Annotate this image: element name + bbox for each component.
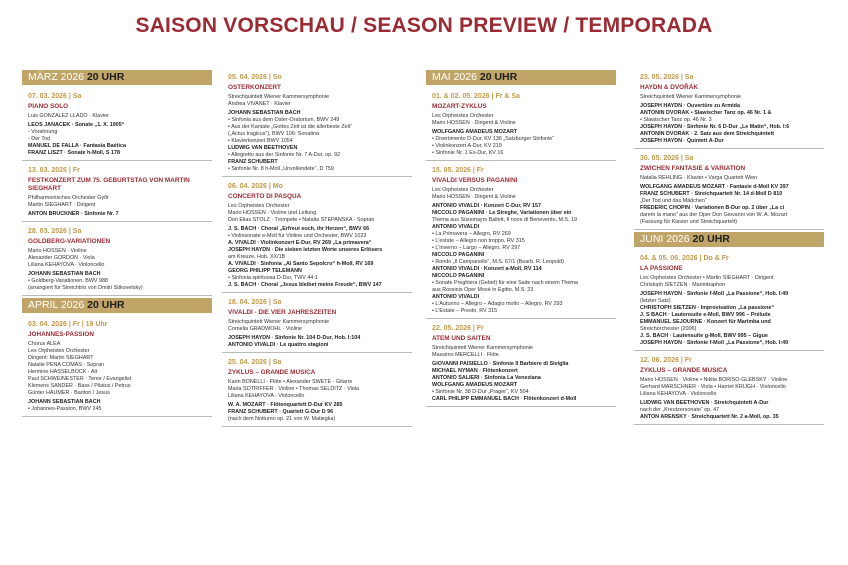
month-time: 20 UHR (479, 71, 518, 83)
composer-line: ANTONIO VIVALDI · Konzert a-Moll, RV 114 (432, 266, 542, 272)
event-title: FESTKONZERT ZUM 75. GEBURTSTAG VON MARTIN SIEGHART (28, 177, 190, 192)
detail-line: • L'inverno – Largo – Allegro, RV 297 (432, 245, 521, 251)
detail-line: Mario HOSSEN · Violine (28, 248, 87, 254)
detail-line: Cornelia GRADWOHL · Violine (228, 326, 302, 332)
month-time: 20 UHR (87, 299, 125, 311)
detail-line: Dirigent: Martin SIEGHART (28, 355, 94, 361)
detail-line: Günter HAUMER · Bariton / Jesus (28, 390, 110, 396)
composer-line: ANTONÍN DVOŘÁK • Slawischer Tanz op. 46 Nr. 1 & (640, 110, 772, 116)
detail-line: Streichquintett Wiener Kammersymphonie (228, 319, 329, 325)
event-date: 05. 04. 2026 | So (228, 74, 282, 81)
detail-line: nach der „Kreutzersonate“ op. 47 (640, 407, 720, 413)
event-block (426, 321, 616, 407)
detail-line: Les Orpheistes Orchester (28, 348, 90, 354)
detail-line: • Aus der Kantate „Gottes Zeit ist die allerbeste Zeit“ (228, 124, 353, 130)
event-block (22, 317, 212, 417)
detail-line: Luis GONZÁLEZ LLADÓ · Klavier (28, 113, 109, 119)
detail-line: aus Rossinis Oper Mosè in Egitto, M.S. 23 (432, 287, 534, 293)
composer-line: J. S. BACH · Choral „Erfreut euch, ihr Herzen“, BWV 66 (228, 226, 370, 232)
detail-line: • L'Autunno – Allegro – Adagio molto – Allegro, RV 293 (432, 301, 563, 307)
detail-line: • Allegretto aus der Sinfonie Nr. 7 A-Dur, op. 92 (228, 152, 341, 158)
event-title: ZYKLUS – GRANDE MUSICA (228, 369, 316, 376)
event-block (634, 151, 824, 230)
month-header (426, 70, 616, 85)
detail-line: Mario HOSSEN · Dirigent & Violine (432, 120, 516, 126)
composer-line: CARL PHILIPP EMMANUEL BACH · Flötenkonzert d-Moll (432, 396, 577, 402)
composer-line: WOLFGANG AMADEUS MOZART · Fantasie d-Moll KV 397 (640, 184, 789, 190)
detail-line: Martin SIEGHART · Dirigent (28, 202, 96, 208)
composer-line: MANUEL DE FALLA · Fantasia Baética (28, 143, 126, 149)
composer-line: ANTONIO VIVALDI (432, 294, 480, 300)
composer-line: JOSEPH HAYDN · Quintett A-Dur (640, 138, 724, 144)
detail-line: Liliana KEHAYOVA · Violoncello (28, 262, 105, 268)
composer-line: J. S BACH · Lautensuite e-Moll, BWV 996 – Prélude (640, 312, 771, 318)
detail-line: am Kreuze, Hob. XX/1B (228, 254, 286, 260)
column-march-april (22, 70, 212, 419)
detail-line: • La Primavera – Allegro, RV 269 (432, 231, 511, 237)
event-block (634, 251, 824, 351)
detail-line: - Der Tod (28, 136, 51, 142)
event-title: GOLDBERG-VARIATIONEN (28, 238, 111, 245)
detail-line: (letzter Satz) (640, 298, 671, 304)
month-time: 20 UHR (86, 71, 125, 83)
month-header (22, 70, 212, 85)
detail-line: • Rondo „Il Campanello“, M.S. 67/1 (Bearb. R. Leopold) (432, 259, 564, 265)
detail-line: Mario HOSSEN · Dirigent & Violine (432, 194, 516, 200)
detail-line: Philharmonisches Orchester Győr (28, 195, 109, 201)
event-block (22, 224, 212, 296)
composer-line: LUDWIG VAN BEETHOVEN · Streichquintett A-Dur (640, 400, 769, 406)
detail-line: Thema aus Süssmayrs Ballett, Il noce di Benevento, M.S. 19 (432, 217, 578, 223)
event-block (22, 89, 212, 161)
composer-line: FRÉDÉRIC CHOPIN · Variationen B-Dur op. 2 über „La ci (640, 205, 785, 211)
month-header (22, 298, 212, 313)
composer-line: JOSEPH HAYDN · Sinfonie f-Moll „La Passione“, Hob. I:49 (640, 291, 789, 297)
composer-line: ANTONIO SALIERI · Sinfonia La Veneziana (432, 375, 541, 381)
composer-line: ANTONIO VIVALDI · Le quattro stagioni (228, 342, 329, 348)
composer-line: NICCOLÒ PAGANINI (432, 273, 485, 279)
event-date: 03. 04. 2026 | Fr | 19 Uhr (28, 321, 108, 328)
detail-line: Chorus ALEA (28, 341, 61, 347)
composer-line: NICCOLÒ PAGANINI (432, 252, 485, 258)
composer-line: GIOVANNI PAISIELLO · Sinfonie Il Barbiere di Siviglia (432, 361, 569, 367)
detail-line: • Slawischer Tanz op. 46 Nr. 3 (640, 117, 712, 123)
detail-line: Klemens SANDER · Bass / Pilatus / Petrus (28, 383, 131, 389)
composer-line: LUDWIG VAN BEETHOVEN (228, 145, 298, 151)
composer-line: FRANZ SCHUBERT · Quartett G-Dur D 96 (228, 409, 334, 415)
detail-line: Natalie PEÑA COMAS · Sopran (28, 362, 105, 368)
composer-line: JOHANN SEBASTIAN BACH (28, 271, 101, 277)
composer-line: FRANZ LISZT · Sonate h-Moll, S 178 (28, 150, 120, 156)
detail-line: Streichquintett Wiener Kammersymphonie (228, 94, 329, 100)
event-title: MOZART-ZYKLUS (432, 103, 487, 110)
composer-line: ANTON ARENSKY · Streichquartett Nr. 2 a-Moll, op. 35 (640, 414, 779, 420)
detail-line: Les Orpheistes Orchester (228, 203, 290, 209)
composer-line: JOHANN SEBASTIAN BACH (228, 110, 301, 116)
composer-line: J. S. BACH · Lautensuite g-Moll, BWV 995 – Gigue (640, 333, 768, 339)
detail-line: („Actus tragicus“), BWV 106: Sonatina (228, 131, 320, 137)
detail-line: • Violinsonate e-Moll für Violine und Orchester, BWV 1023 (228, 233, 367, 239)
composer-line: ANTONIO VIVALDI (432, 224, 480, 230)
page-title: SAISON VORSCHAU / SEASON PREVIEW / TEMPORADA (135, 14, 713, 37)
detail-line: Streichquintett Wiener Kammersymphonie (640, 94, 741, 100)
month-header (634, 232, 824, 247)
composer-line: FRANZ SCHUBERT (228, 159, 278, 165)
detail-line: (nach dem Notturno op. 21 von W. Matiegka) (228, 416, 336, 422)
event-date: 25. 04. 2026 | Sa (228, 359, 282, 366)
detail-line: Liliana KEHAYOVA · Violoncello (228, 393, 305, 399)
column-may-june (634, 70, 824, 427)
column-april-cont (222, 70, 412, 429)
detail-line: • Sonate Preghiera (Gebet) für eine Saite nach einem Thema (432, 280, 578, 286)
composer-line: WOLFGANG AMADEUS MOZART (432, 129, 518, 135)
detail-line: Natalia REHLING · Klavier • Varga Quartett Wien (640, 175, 758, 181)
detail-line: Mario HOSSEN · Violine und Leitung (228, 210, 317, 216)
detail-line: (arrangiert für Streichtrio von Dmitri Sitkovetsky) (28, 285, 143, 291)
detail-line: • Johannes-Passion, BWV 245 (28, 406, 102, 412)
event-date: 06. 04. 2026 | Mo (228, 183, 283, 190)
detail-line: • Divertimento D-Dur, KV 136 „Salzburger Sinfonie“ (432, 136, 555, 142)
composer-line: ANTONÍN DVOŘÁK · 2. Satz aus dem Streichquintett (640, 131, 775, 137)
detail-line: Christoph SIETZEN · Marimbaphon (640, 282, 726, 288)
composer-line: JOSEPH HAYDN · Sinfonie Nr. 104 D-Dur, Hob. I:104 (228, 335, 361, 341)
detail-line: Andrea VIVANET · Klavier (228, 101, 291, 107)
detail-line: • L'Estate – Presto, RV 315 (432, 308, 498, 314)
column-may (426, 70, 616, 409)
detail-line: Liliana KEHAYOVA · Violoncello (640, 391, 717, 397)
month-name: JUNI 2026 (640, 233, 690, 245)
event-block (222, 179, 412, 293)
detail-line: • Klavierkonzert BWV 1054 (228, 138, 293, 144)
event-date: 04. & 05. 06. 2026 | Do & Fr (640, 255, 729, 262)
event-date: 18. 04. 2026 | Sa (228, 299, 282, 306)
composer-line: J. S. BACH · Choral „Jesus bleibet meine Freude“, BWV 147 (228, 282, 382, 288)
event-block (634, 70, 824, 149)
event-block (426, 163, 616, 319)
detail-line: Streichquintett Wiener Kammersymphonie (432, 345, 533, 351)
event-title: JOHANNES-PASSION (28, 331, 94, 338)
event-date: 07. 03. 2026 | Sa (28, 93, 82, 100)
event-block (222, 295, 412, 353)
event-date: 30. 05. 2026 | Sa (640, 155, 694, 162)
detail-line: • Sinfonie Nr. 38 D-Dur „Prager“, KV 504 (432, 389, 529, 395)
composer-line: ANTON BRUCKNER · Sinfonie Nr. 7 (28, 211, 119, 217)
detail-line: (Fassung für Klavier und Streichquartett) (640, 219, 738, 225)
month-name: APRIL 2026 (28, 299, 85, 311)
event-block (222, 355, 412, 427)
event-title: ATEM UND SAITEN (432, 335, 491, 342)
month-name: MÄRZ 2026 (28, 71, 85, 83)
event-date: 22. 05. 2026 | Fr (432, 325, 484, 332)
detail-line: Streichorchester (2006) (640, 326, 697, 332)
composer-line: GEORG PHILIPP TELEMANN (228, 268, 302, 274)
event-block (634, 353, 824, 425)
detail-line: - Vorahnung (28, 129, 58, 135)
event-title: HAYDN & DVOŘÁK (640, 84, 698, 91)
detail-line: Gerhard MARSCHNER · Viola • Harriet KRIJGH · Violoncello (640, 384, 786, 390)
composer-line: JOSEPH HAYDN · Sinfonie Nr. 6 D-Dur „Le Matin“, Hob. I:6 (640, 124, 790, 130)
detail-line: • Sinfonia spirituosa D-Dur, TWV 44:1 (228, 275, 318, 281)
event-title: ZYKLUS – GRANDE MUSICA (640, 367, 728, 374)
detail-line: darem la mano“ aus der Oper Don Giovanni von W. A. Mozart (640, 212, 788, 218)
detail-line: Les Orpheistes Orchester (432, 187, 494, 193)
detail-line: Mario HOSSEN · Violine • Nikita BORISO-GLEBSKY · Violine (640, 377, 788, 383)
composer-line: JOSEPH HAYDN · Ouvertüre zu Armida (640, 103, 740, 109)
event-title: LA PASSIONE (640, 265, 683, 272)
event-date: 01. & 02. 05. 2026 | Fr & Sa (432, 93, 520, 100)
detail-line: • Violinkonzert A-Dur, KV 219 (432, 143, 502, 149)
event-title: CONCERTO DI PASQUA (228, 193, 302, 200)
detail-line: Hermine HASSELBÖCK · Alt (28, 369, 98, 375)
detail-line: • Sinfonia aus dem Oster-Oratorium, BWV 249 (228, 117, 340, 123)
detail-line: „Der Tod und das Mädchen“ (640, 198, 707, 204)
detail-line: Karin BONELLI · Flöte • Alexander SWETE · Gitarre (228, 379, 353, 385)
detail-line: Les Orpheistes Orchester (432, 113, 494, 119)
event-date: 12. 06. 2026 | Fr (640, 357, 692, 364)
composer-line: NICCOLÒ PAGANINI · Le Streghe, Variationen über ein (432, 210, 572, 216)
detail-line: Les Orpheistes Orchester • Martin SIEGHART · Dirigent (640, 275, 774, 281)
event-block (22, 163, 212, 222)
event-title: VIVALDI VERSUS PAGANINI (432, 177, 518, 184)
event-title: ZWICHEN FANTASIE & VARIATION (640, 165, 746, 172)
composer-line: JOSEPH HAYDN · Sinfonie f-Moll „La Passione“, Hob. I:49 (640, 340, 789, 346)
event-title: PIANO SOLO (28, 103, 69, 110)
composer-line: JOSEPH HAYDN · Die sieben letzten Worte unseres Erlösers (228, 247, 383, 253)
detail-line: Paul SCHWEINESTER · Tenor / Evangelist (28, 376, 132, 382)
composer-line: W. A. MOZART · Flötenquartett D-Dur KV 285 (228, 402, 343, 408)
detail-line: Alexander GORDON · Viola (28, 255, 95, 261)
composer-line: CHRISTOPH SIETZEN · Improvisation „La passione“ (640, 305, 775, 311)
detail-line: • L'estate – Allegro non troppo, RV 315 (432, 238, 525, 244)
detail-line: • Sinfonie Nr. 1 Es-Dur, KV 16 (432, 150, 504, 156)
detail-line: Massimo MERCELLI · Flöte (432, 352, 499, 358)
composer-line: MICHAEL NYMAN · Flötenkonzert (432, 368, 518, 374)
composer-line: JOHANN SEBASTIAN BACH (28, 399, 101, 405)
detail-line: Don Elias STOLZ · Trompete • Natalia STEPANSKA · Sopran (228, 217, 375, 223)
detail-line: • Goldberg-Variationen, BWV 988 (28, 278, 108, 284)
composer-line: WOLFGANG AMADEUS MOZART (432, 382, 518, 388)
composer-line: A. VIVALDI · Sinfonia „Al Santo Sepolcro“ h-Moll, RV 169 (228, 261, 374, 267)
event-date: 13. 03. 2026 | Fr (28, 167, 80, 174)
month-time: 20 UHR (692, 233, 730, 245)
event-title: VIVALDI - DIE VIER JAHRESZEITEN (228, 309, 337, 316)
composer-line: A. VIVALDI · Violinkonzert E-Dur, RV 269 „La primavera“ (228, 240, 372, 246)
detail-line: Maria SOTRIFFER · Violine • Thomas SELDITZ · Viola (228, 386, 359, 392)
month-name: MAI 2026 (432, 71, 477, 83)
event-date: 28. 03. 2026 | Sa (28, 228, 82, 235)
event-block (222, 70, 412, 177)
event-block (426, 89, 616, 161)
event-date: 23. 05. 2026 | Sa (640, 74, 694, 81)
event-title: OSTERKONZERT (228, 84, 281, 91)
composer-line: EMMANUEL SÉJOURNÉ · Konzert für Marimba und (640, 319, 771, 325)
composer-line: ANTONIO VIVALDI · Konzert C-Dur, RV 157 (432, 203, 542, 209)
detail-line: • Sinfonie Nr. 8 h-Moll „Unvollendete“, D 759 (228, 166, 334, 172)
event-date: 15. 05. 2026 | Fr (432, 167, 484, 174)
composer-line: LEOŠ JANÁČEK · Sonate „1. X. 1905“ (28, 122, 125, 128)
composer-line: FRANZ SCHUBERT · Streichquartett Nr. 14 d-Moll D 810 (640, 191, 783, 197)
